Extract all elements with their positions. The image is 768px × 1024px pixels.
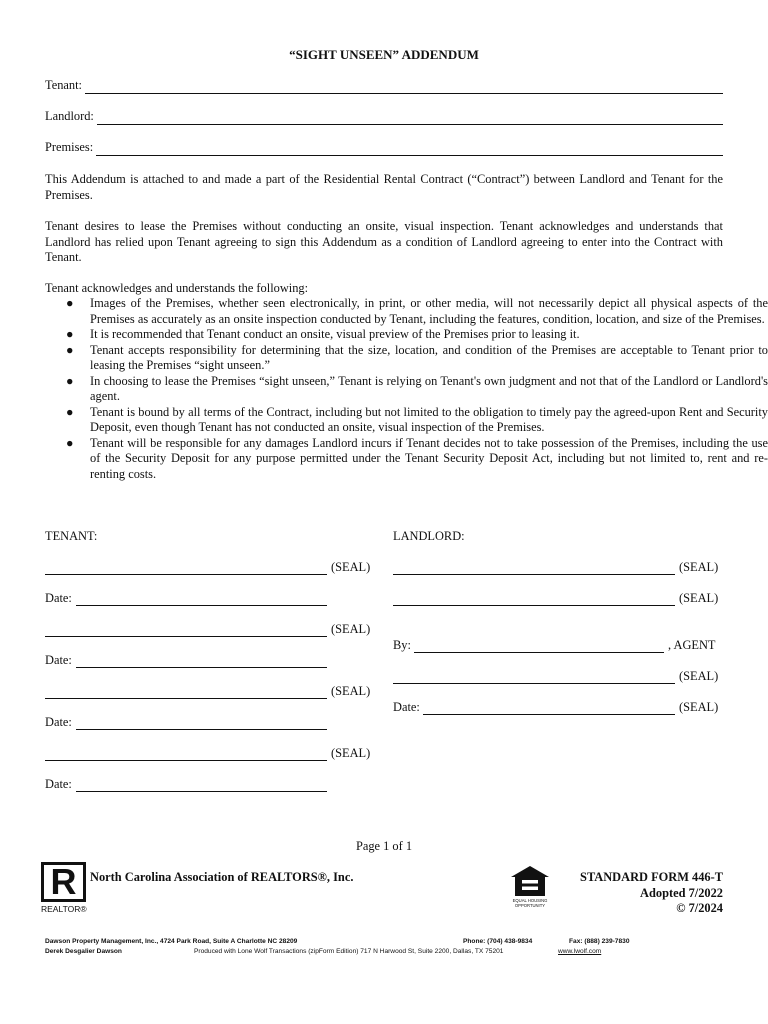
seal-label: (SEAL) — [331, 746, 371, 760]
landlord-signature-line-3[interactable] — [393, 682, 675, 684]
landlord-date-line[interactable] — [423, 713, 675, 715]
list-item — [66, 435, 768, 483]
bullet-icon: ● — [66, 327, 74, 341]
tenant-signature-line-2[interactable] — [45, 635, 327, 637]
realtor-logo-icon — [41, 862, 86, 902]
bullet-icon: ● — [66, 404, 74, 419]
bullet-icon: ● — [66, 435, 74, 450]
tenant-date-line-1[interactable] — [76, 604, 327, 606]
form-name: STANDARD FORM 446-T — [580, 870, 723, 884]
landlord-field[interactable] — [45, 109, 723, 125]
landlord-line[interactable] — [97, 112, 723, 125]
tenant-signature-line-3[interactable] — [45, 697, 327, 699]
by-label: By: — [393, 638, 411, 652]
tenant-line[interactable] — [85, 81, 723, 94]
tenant-date-line-4[interactable] — [76, 790, 327, 792]
paragraph-attachment: This Addendum is attached to and made a part of the Residential Rental Contract (“Contract”) between Landlord and Tenant for the Premises. — [45, 172, 723, 202]
agent-label: , AGENT — [668, 638, 716, 652]
list-item — [66, 404, 768, 436]
bullet-icon: ● — [66, 373, 74, 388]
paragraph-desire: Tenant desires to lease the Premises without conducting an onsite, visual inspection. Tenant acknowledges and understands that Landlord has relied upon Tenant agreeing to sign this Addendum as a condition of Landlord agreeing to enter into the Contract with Tenant. — [45, 219, 723, 264]
list-item — [66, 342, 768, 374]
date-label: Date: — [45, 653, 72, 667]
bullet-icon: ● — [66, 296, 74, 310]
tenant-date-line-3[interactable] — [76, 728, 327, 730]
bullet-icon: ● — [66, 342, 74, 357]
list-item — [66, 327, 768, 343]
realtor-logo-text: REALTOR® — [41, 904, 87, 914]
acknowledgement-list — [45, 296, 768, 482]
list-item-text: Tenant is bound by all terms of the Contract, including but not limited to the obligation to timely pay the agreed-upon Rent and Security Deposit, even though Tenant has not conducted an onsite, visual inspection of the Premises. — [90, 404, 768, 434]
tenant-heading: TENANT: — [45, 529, 98, 543]
date-label: Date: — [45, 777, 72, 791]
association-name: North Carolina Association of REALTORS®, Inc. — [90, 870, 354, 884]
premises-line[interactable] — [96, 143, 723, 156]
page-title: “SIGHT UNSEEN” ADDENDUM — [289, 47, 479, 62]
list-item-text: In choosing to lease the Premises “sight unseen,” Tenant is relying on Tenant's own judgment and not that of the Landlord or Landlord's agent. — [90, 373, 768, 403]
tenant-signature-line-4[interactable] — [45, 759, 327, 761]
produced-with: Produced with Lone Wolf Transactions (zipForm Edition) 717 N Harwood St, Suite 2200, Dallas, TX 75201 — [194, 948, 504, 955]
page-number: Page 1 of 1 — [355, 839, 413, 853]
website-link[interactable]: www.lwolf.com — [558, 948, 602, 955]
seal-label: (SEAL) — [331, 684, 371, 698]
list-item-text: Images of the Premises, whether seen electronically, in print, or other media, will not necessarily depict all physical aspects of the Premises as accurately as an onsite inspection conducted by Tenant, including the features, condition, location, and size of the Premises. — [90, 296, 768, 326]
realtor-logo-letter: R — [50, 861, 77, 902]
company-info: Dawson Property Management, Inc., 4724 Park Road, Suite A Charlotte NC 28209 — [45, 938, 298, 945]
list-item-text: Tenant accepts responsibility for determining that the size, location, and condition of the Premises are acceptable to Tenant prior to leasing the Premises “sight unseen.” — [90, 342, 768, 372]
list-item-text: Tenant will be responsible for any damages Landlord incurs if Tenant decides not to take possession of the Premises, including the use of the Security Deposit for any purpose permitted under the Tenant Security Deposit Act, including but not limited to, rent and re-renting costs. — [90, 435, 768, 481]
form-copyright: © 7/2024 — [676, 901, 723, 915]
form-adopted: Adopted 7/2022 — [640, 886, 723, 900]
tenant-label: Tenant: — [45, 78, 82, 92]
landlord-signature-line-2[interactable] — [393, 604, 675, 606]
landlord-label: Landlord: — [45, 109, 94, 123]
date-label: Date: — [393, 700, 420, 714]
tenant-date-line-2[interactable] — [76, 666, 327, 668]
company-phone: Phone: (704) 438-9834 — [463, 938, 533, 945]
list-item-text: It is recommended that Tenant conduct an onsite, visual preview of the Premises prior to leasing it. — [90, 327, 580, 341]
landlord-signature-line-1[interactable] — [393, 573, 675, 575]
date-label: Date: — [45, 591, 72, 605]
company-fax: Fax: (888) 239-7830 — [569, 938, 630, 945]
list-item — [66, 373, 768, 405]
equal-housing-text: EQUAL HOUSING OPPORTUNITY — [512, 898, 548, 908]
tenant-signature-line-1[interactable] — [45, 573, 327, 575]
landlord-heading: LANDLORD: — [393, 529, 465, 543]
premises-label: Premises: — [45, 140, 94, 154]
seal-label: (SEAL) — [679, 669, 719, 683]
agent-by-line[interactable] — [414, 651, 664, 653]
agent-name: Derek Desgalier Dawson — [45, 948, 122, 955]
list-item — [66, 296, 768, 327]
seal-label: (SEAL) — [679, 591, 719, 605]
seal-label: (SEAL) — [331, 622, 371, 636]
seal-label: (SEAL) — [679, 700, 719, 714]
tenant-field[interactable] — [45, 78, 723, 94]
seal-label: (SEAL) — [331, 560, 371, 574]
paragraph-intro: Tenant acknowledges and understands the following: — [45, 281, 309, 295]
seal-label: (SEAL) — [679, 560, 719, 574]
date-label: Date: — [45, 715, 72, 729]
premises-field[interactable] — [45, 140, 723, 156]
